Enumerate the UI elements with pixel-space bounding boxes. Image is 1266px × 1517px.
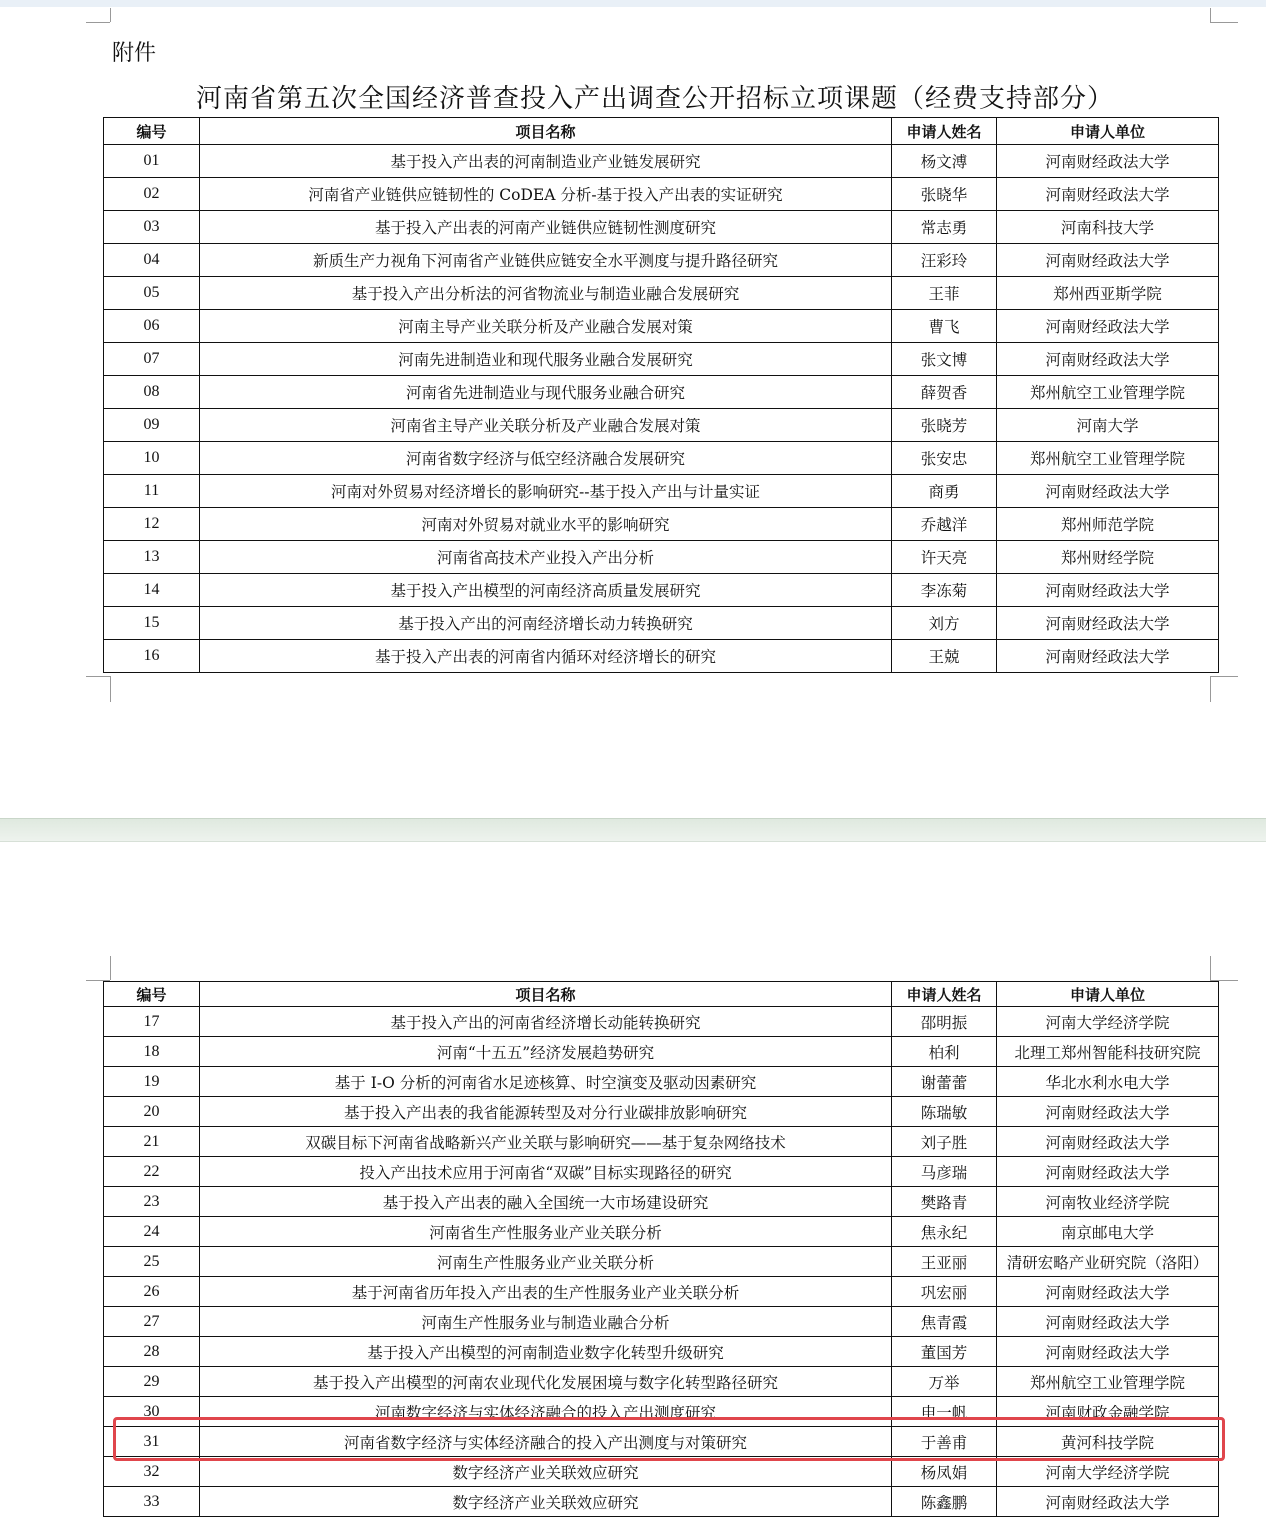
cell-applicant: 张安忠 (892, 442, 997, 475)
cell-applicant: 乔越洋 (892, 508, 997, 541)
cell-project: 河南生产性服务业与制造业融合分析 (200, 1307, 892, 1337)
cell-applicant: 曹飞 (892, 310, 997, 343)
table-row (104, 1157, 1219, 1187)
cell-id: 19 (104, 1067, 200, 1097)
cell-id: 06 (104, 310, 200, 343)
table-header-row (104, 982, 1219, 1007)
cell-project: 基于投入产出表的我省能源转型及对分行业碳排放影响研究 (200, 1097, 892, 1127)
cell-unit: 河南财经政法大学 (997, 640, 1219, 673)
cell-unit: 河南大学经济学院 (997, 1007, 1219, 1037)
table-row (104, 1397, 1219, 1427)
cell-applicant: 樊路青 (892, 1187, 997, 1217)
cell-unit: 河南财经政法大学 (997, 475, 1219, 508)
cell-id: 01 (104, 145, 200, 178)
cell-id: 09 (104, 409, 200, 442)
cell-unit: 河南牧业经济学院 (997, 1187, 1219, 1217)
crop-mark (110, 956, 111, 980)
cell-project: 基于投入产出分析法的河省物流业与制造业融合发展研究 (200, 277, 892, 310)
table-row (104, 1187, 1219, 1217)
cell-applicant: 巩宏丽 (892, 1277, 997, 1307)
cell-project: 河南省高技术产业投入产出分析 (200, 541, 892, 574)
cell-id: 25 (104, 1247, 200, 1277)
cell-id: 13 (104, 541, 200, 574)
cell-id: 30 (104, 1397, 200, 1427)
crop-mark (86, 22, 110, 23)
cell-project: 河南先进制造业和现代服务业融合发展研究 (200, 343, 892, 376)
cell-unit: 河南财经政法大学 (997, 1307, 1219, 1337)
cell-unit: 河南财经政法大学 (997, 574, 1219, 607)
cell-id: 26 (104, 1277, 200, 1307)
cell-project: 河南主导产业关联分析及产业融合发展对策 (200, 310, 892, 343)
cell-applicant: 常志勇 (892, 211, 997, 244)
cell-id: 22 (104, 1157, 200, 1187)
cell-unit: 郑州航空工业管理学院 (997, 442, 1219, 475)
table-row (104, 211, 1219, 244)
cell-unit: 北理工郑州智能科技研究院 (997, 1037, 1219, 1067)
cell-applicant: 薛贺香 (892, 376, 997, 409)
table-row (104, 1457, 1219, 1487)
cell-project: 河南“十五五”经济发展趋势研究 (200, 1037, 892, 1067)
table-row (104, 1007, 1219, 1037)
cell-id: 04 (104, 244, 200, 277)
cell-project: 投入产出技术应用于河南省“双碳”目标实现路径的研究 (200, 1157, 892, 1187)
cell-applicant: 刘方 (892, 607, 997, 640)
cell-id: 24 (104, 1217, 200, 1247)
table-row (104, 1037, 1219, 1067)
table-row (104, 1337, 1219, 1367)
cell-unit: 河南大学 (997, 409, 1219, 442)
cell-project: 基于投入产出表的河南制造业产业链发展研究 (200, 145, 892, 178)
crop-mark (1210, 676, 1211, 702)
crop-mark (1210, 8, 1211, 22)
header-id: 编号 (104, 982, 200, 1007)
table-header-row (104, 118, 1219, 145)
cell-applicant: 商勇 (892, 475, 997, 508)
cell-applicant: 张晓华 (892, 178, 997, 211)
cell-id: 07 (104, 343, 200, 376)
table-row (104, 277, 1219, 310)
cell-unit: 河南财经政法大学 (997, 607, 1219, 640)
header-applicant: 申请人姓名 (892, 118, 997, 145)
table-row (104, 343, 1219, 376)
cell-unit: 河南财经政法大学 (997, 1277, 1219, 1307)
cell-unit: 郑州西亚斯学院 (997, 277, 1219, 310)
table-row (104, 244, 1219, 277)
cell-unit: 河南财经政法大学 (997, 244, 1219, 277)
cell-unit: 河南财经政法大学 (997, 310, 1219, 343)
project-table-page-2 (103, 981, 1219, 1517)
table-row (104, 640, 1219, 673)
cell-unit: 河南财政金融学院 (997, 1397, 1219, 1427)
table-row (104, 1277, 1219, 1307)
cell-project: 基于投入产出模型的河南制造业数字化转型升级研究 (200, 1337, 892, 1367)
table-row (104, 1427, 1219, 1457)
cell-unit: 郑州航空工业管理学院 (997, 376, 1219, 409)
cell-id: 11 (104, 475, 200, 508)
cell-project: 河南对外贸易对经济增长的影响研究--基于投入产出与计量实证 (200, 475, 892, 508)
cell-unit: 清研宏略产业研究院（洛阳） (997, 1247, 1219, 1277)
cell-id: 10 (104, 442, 200, 475)
cell-unit: 河南财经政法大学 (997, 1337, 1219, 1367)
cell-id: 23 (104, 1187, 200, 1217)
table-row (104, 508, 1219, 541)
cell-id: 20 (104, 1097, 200, 1127)
cell-applicant: 刘子胜 (892, 1127, 997, 1157)
cell-id: 12 (104, 508, 200, 541)
page-separator (0, 818, 1266, 842)
cell-id: 33 (104, 1487, 200, 1517)
cell-unit: 河南财经政法大学 (997, 178, 1219, 211)
cell-id: 27 (104, 1307, 200, 1337)
cell-id: 02 (104, 178, 200, 211)
table-row (104, 310, 1219, 343)
cell-project: 基于投入产出表的融入全国统一大市场建设研究 (200, 1187, 892, 1217)
cell-id: 18 (104, 1037, 200, 1067)
crop-mark (1210, 22, 1238, 23)
cell-id: 32 (104, 1457, 200, 1487)
cell-project: 河南省产业链供应链韧性的 CoDEA 分析-基于投入产出表的实证研究 (200, 178, 892, 211)
header-project: 项目名称 (200, 118, 892, 145)
cell-applicant: 申一帆 (892, 1397, 997, 1427)
cell-unit: 南京邮电大学 (997, 1217, 1219, 1247)
cell-project: 数字经济产业关联效应研究 (200, 1487, 892, 1517)
cell-unit: 郑州财经学院 (997, 541, 1219, 574)
table-row (104, 1127, 1219, 1157)
cell-unit: 河南财经政法大学 (997, 1127, 1219, 1157)
table-body (104, 1007, 1219, 1517)
cell-project: 基于河南省历年投入产出表的生产性服务业产业关联分析 (200, 1277, 892, 1307)
cell-project: 基于投入产出模型的河南经济高质量发展研究 (200, 574, 892, 607)
cell-project: 河南省数字经济与实体经济融合的投入产出测度与对策研究 (200, 1427, 892, 1457)
cell-project: 河南省生产性服务业产业关联分析 (200, 1217, 892, 1247)
header-unit: 申请人单位 (997, 982, 1219, 1007)
cell-project: 数字经济产业关联效应研究 (200, 1457, 892, 1487)
cell-applicant: 焦永纪 (892, 1217, 997, 1247)
table-row (104, 607, 1219, 640)
cell-id: 29 (104, 1367, 200, 1397)
table-row (104, 541, 1219, 574)
table-row (104, 574, 1219, 607)
cell-project: 河南省先进制造业与现代服务业融合研究 (200, 376, 892, 409)
cell-project: 河南省数字经济与低空经济融合发展研究 (200, 442, 892, 475)
cell-id: 17 (104, 1007, 200, 1037)
table-row (104, 1067, 1219, 1097)
cell-unit: 黄河科技学院 (997, 1427, 1219, 1457)
cell-id: 14 (104, 574, 200, 607)
cell-id: 16 (104, 640, 200, 673)
cell-applicant: 邵明振 (892, 1007, 997, 1037)
header-project: 项目名称 (200, 982, 892, 1007)
cell-project: 河南生产性服务业产业关联分析 (200, 1247, 892, 1277)
table-row (104, 1487, 1219, 1517)
project-table-page-1 (103, 117, 1219, 673)
table-row (104, 1247, 1219, 1277)
cell-applicant: 王亚丽 (892, 1247, 997, 1277)
table-row (104, 409, 1219, 442)
header-unit: 申请人单位 (997, 118, 1219, 145)
cell-id: 05 (104, 277, 200, 310)
cell-applicant: 王兢 (892, 640, 997, 673)
cell-applicant: 杨文溥 (892, 145, 997, 178)
cell-applicant: 于善甫 (892, 1427, 997, 1457)
cell-applicant: 李冻菊 (892, 574, 997, 607)
cell-applicant: 王菲 (892, 277, 997, 310)
cell-project: 基于投入产出的河南经济增长动力转换研究 (200, 607, 892, 640)
cell-project: 基于 I-O 分析的河南省水足迹核算、时空演变及驱动因素研究 (200, 1067, 892, 1097)
table-row (104, 145, 1219, 178)
cell-unit: 河南科技大学 (997, 211, 1219, 244)
table-row (104, 1217, 1219, 1247)
cell-unit: 河南财经政法大学 (997, 343, 1219, 376)
cell-applicant: 陈鑫鹏 (892, 1487, 997, 1517)
cell-unit: 河南财经政法大学 (997, 145, 1219, 178)
cell-project: 基于投入产出模型的河南农业现代化发展困境与数字化转型路径研究 (200, 1367, 892, 1397)
attachment-label: 附件 (112, 41, 157, 66)
table-row (104, 178, 1219, 211)
cell-project: 新质生产力视角下河南省产业链供应链安全水平测度与提升路径研究 (200, 244, 892, 277)
cell-applicant: 焦青霞 (892, 1307, 997, 1337)
document-title: 河南省第五次全国经济普查投入产出调查公开招标立项课题（经费支持部分） (195, 84, 1114, 114)
table-row (104, 376, 1219, 409)
viewer-top-strip (0, 0, 1266, 7)
cell-project: 河南数字经济与实体经济融合的投入产出测度研究 (200, 1397, 892, 1427)
cell-project: 基于投入产出的河南省经济增长动能转换研究 (200, 1007, 892, 1037)
table-row (104, 1097, 1219, 1127)
cell-applicant: 马彦瑞 (892, 1157, 997, 1187)
cell-applicant: 陈瑞敏 (892, 1097, 997, 1127)
cell-id: 03 (104, 211, 200, 244)
cell-unit: 河南财经政法大学 (997, 1097, 1219, 1127)
crop-mark (86, 676, 110, 677)
table-row (104, 475, 1219, 508)
cell-id: 08 (104, 376, 200, 409)
cell-id: 31 (104, 1427, 200, 1457)
cell-applicant: 汪彩玲 (892, 244, 997, 277)
crop-mark (1210, 676, 1238, 677)
cell-applicant: 张晓芳 (892, 409, 997, 442)
crop-mark (110, 676, 111, 702)
cell-project: 基于投入产出表的河南省内循环对经济增长的研究 (200, 640, 892, 673)
cell-applicant: 张文博 (892, 343, 997, 376)
header-id: 编号 (104, 118, 200, 145)
cell-applicant: 柏利 (892, 1037, 997, 1067)
cell-applicant: 杨凤娟 (892, 1457, 997, 1487)
table-row (104, 1307, 1219, 1337)
cell-unit: 河南大学经济学院 (997, 1457, 1219, 1487)
table-body (104, 145, 1219, 673)
cell-unit: 郑州航空工业管理学院 (997, 1367, 1219, 1397)
crop-mark (110, 8, 111, 22)
cell-id: 21 (104, 1127, 200, 1157)
cell-applicant: 万举 (892, 1367, 997, 1397)
cell-applicant: 谢蕾蕾 (892, 1067, 997, 1097)
cell-unit: 华北水利水电大学 (997, 1067, 1219, 1097)
cell-unit: 河南财经政法大学 (997, 1487, 1219, 1517)
cell-project: 河南对外贸易对就业水平的影响研究 (200, 508, 892, 541)
cell-applicant: 董国芳 (892, 1337, 997, 1367)
table-row (104, 1367, 1219, 1397)
cell-unit: 郑州师范学院 (997, 508, 1219, 541)
cell-project: 河南省主导产业关联分析及产业融合发展对策 (200, 409, 892, 442)
cell-project: 双碳目标下河南省战略新兴产业关联与影响研究——基于复杂网络技术 (200, 1127, 892, 1157)
crop-mark (1210, 956, 1211, 980)
cell-applicant: 许天亮 (892, 541, 997, 574)
cell-id: 28 (104, 1337, 200, 1367)
cell-id: 15 (104, 607, 200, 640)
header-applicant: 申请人姓名 (892, 982, 997, 1007)
cell-project: 基于投入产出表的河南产业链供应链韧性测度研究 (200, 211, 892, 244)
table-row (104, 442, 1219, 475)
cell-unit: 河南财经政法大学 (997, 1157, 1219, 1187)
